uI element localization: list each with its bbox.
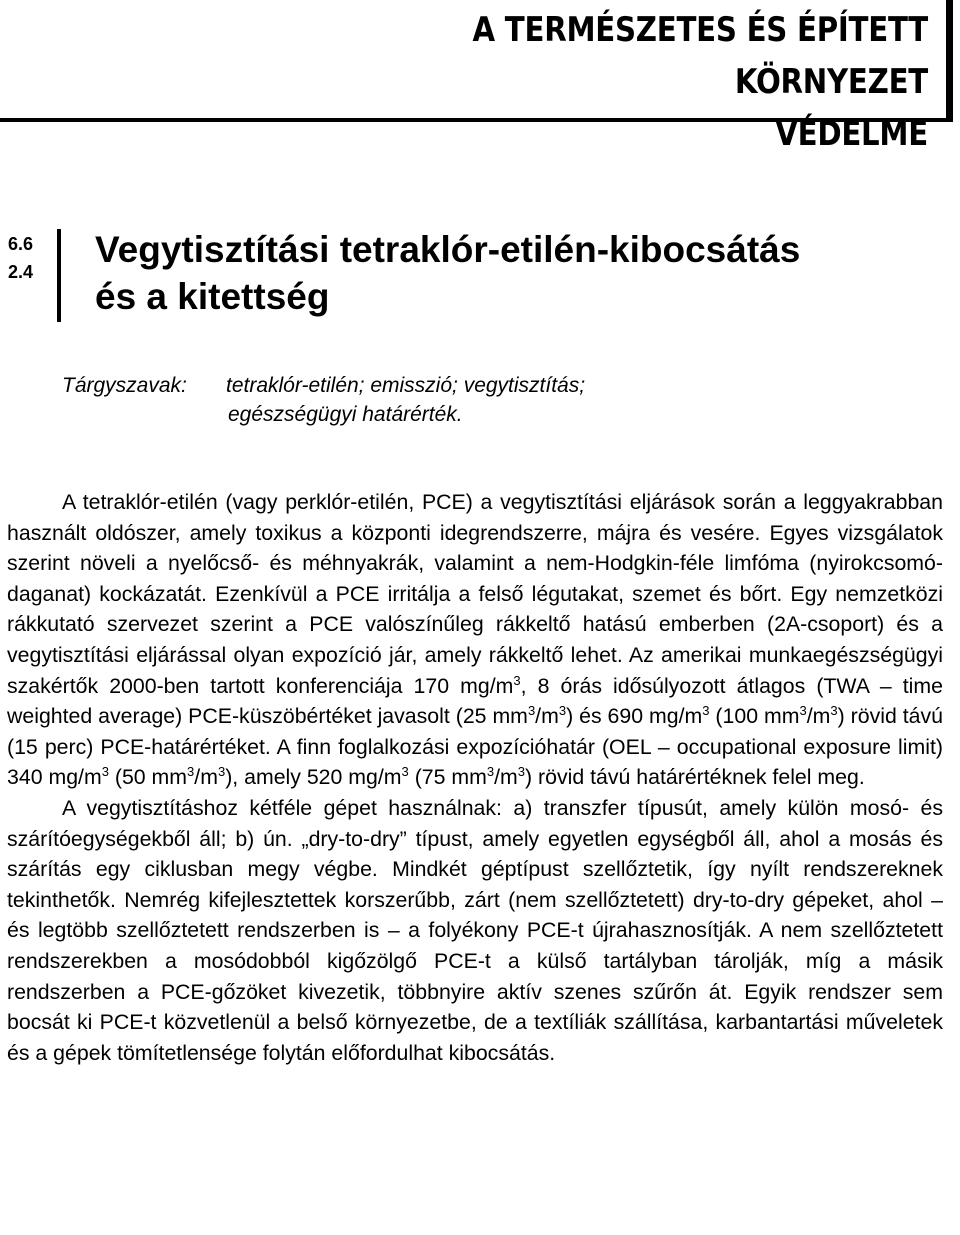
p1-part1: A tetraklór-etilén (vagy perklór-etilén, PCE) a vegytisztítási eljárások során a leggyakrabban használt oldószer, amely toxikus a központi idegrendszerre, májra és vesére. Egyes vizsgálatok szerint növeli a nyelőcső- és méhnyakrák, valamint a nem-Hodgkin-féle limfóma (nyirokcsomó-daganat) kockázatát. Ezenkívül a PCE irritálja a felső légutakat, szemet és bőrt. Egy nemzetközi rákkutató szervezet szerint a PCE valószínűleg rákkeltő hatású emberben (2A-csoport) és a vegytisztítási eljárással olyan expozíció jár, amely rákkeltő lehet. Az amerikai munkaegészségügyi szakértők 2000-ben tartott konferenciája 170 mg/m [7,490,943,698]
superscript: 3 [187,764,195,780]
p1-part2: , 8 órás idősúlyozott átlagos (TWA – time weighted average) PCE-küszöbértéket javasolt (25 mm [7,673,943,729]
p1-part11: (75 mm [408,765,487,790]
superscript: 3 [101,764,109,780]
body-text [7,487,943,1068]
title-rule [57,229,61,322]
superscript: 3 [702,703,710,719]
paragraph-1 [7,487,943,793]
superscript: 3 [558,703,567,719]
p1-part3: /m [535,704,559,729]
p1-part5: (100 mm [709,704,800,729]
superscript: 3 [799,703,807,719]
p1-part8: (50 mm [108,765,188,790]
header-title [274,4,928,160]
paragraph-2: A vegytisztításhoz kétféle gépet használnak: a) transzfer típusút, amely külön mosó- és szárítóegységekből áll; b) ún. „dry-to-dry” típust, amely egyetlen egységből áll, ahol a mosás és szárítás egy ciklusban megy végbe. Mindkét géptípust szellőztetik, így nyílt rendszereknek tekinthetők. Nemrég kifejlesztettek korszerűbb, zárt (nem szellőztetett) dry-to-dry gépeket, ahol – és legtöbb szellőztetett rendszerben is – a folyékony PCE-t újrahasznosítják. A nem szellőztetett rendszerekben a mosódobból kigőzölgő PCE-t a külső tartályban tárolják, míg a másik rendszerben a PCE-gőzöket kivezetik, többnyire aktív szenes szűrőn át. Egyik rendszer sem bocsát ki PCE-t közvetlenül a belső környezetbe, de a textíliák szállítása, karbantartási műveletek és a gépek tömítetlensége folytán előfordulhat kibocsátás. [7,795,943,1065]
p1-part10: ), amely 520 mg/m [225,765,402,790]
superscript: 3 [517,764,526,780]
superscript: 3 [513,672,521,688]
keywords-label: Tárgyszavak: [62,374,187,397]
p1-part12: /m [494,765,518,790]
header-title-line1: A TERMÉSZETES ÉS ÉPÍTETT KÖRNYEZET [472,10,928,102]
superscript: 3 [486,764,495,780]
header-title-line2: VÉDELME [775,114,928,154]
section-number-line2: 2.4 [8,262,34,282]
section-number [8,230,33,286]
p1-part6: /m [806,704,831,729]
p1-part4: ) és 690 mg/m [566,704,703,729]
superscript: 3 [217,764,226,780]
article-title [95,226,935,320]
superscript: 3 [527,703,536,719]
p1-part13: ) rövid távú határértéknek felel meg. [525,765,865,790]
section-number-line1: 6.6 [8,234,34,254]
keywords [62,371,722,429]
header-band [0,0,953,154]
p1-part7: ) rövid távú (15 perc) PCE-határértéket. A finn foglalkozási expozícióhatár (OEL – occupational exposure limit) 340 mg/m [7,704,943,790]
superscript: 3 [830,703,838,719]
article-title-line1: Vegytisztítási tetraklór-etilén-kibocsátás [95,229,801,270]
p1-part9: /m [194,765,218,790]
superscript: 3 [401,764,409,780]
keywords-line1: tetraklór-etilén; emisszió; vegytisztítás; [226,374,586,397]
article-title-line2: és a kitettség [95,276,330,317]
keywords-line2: egészségügyi határérték. [228,403,463,426]
